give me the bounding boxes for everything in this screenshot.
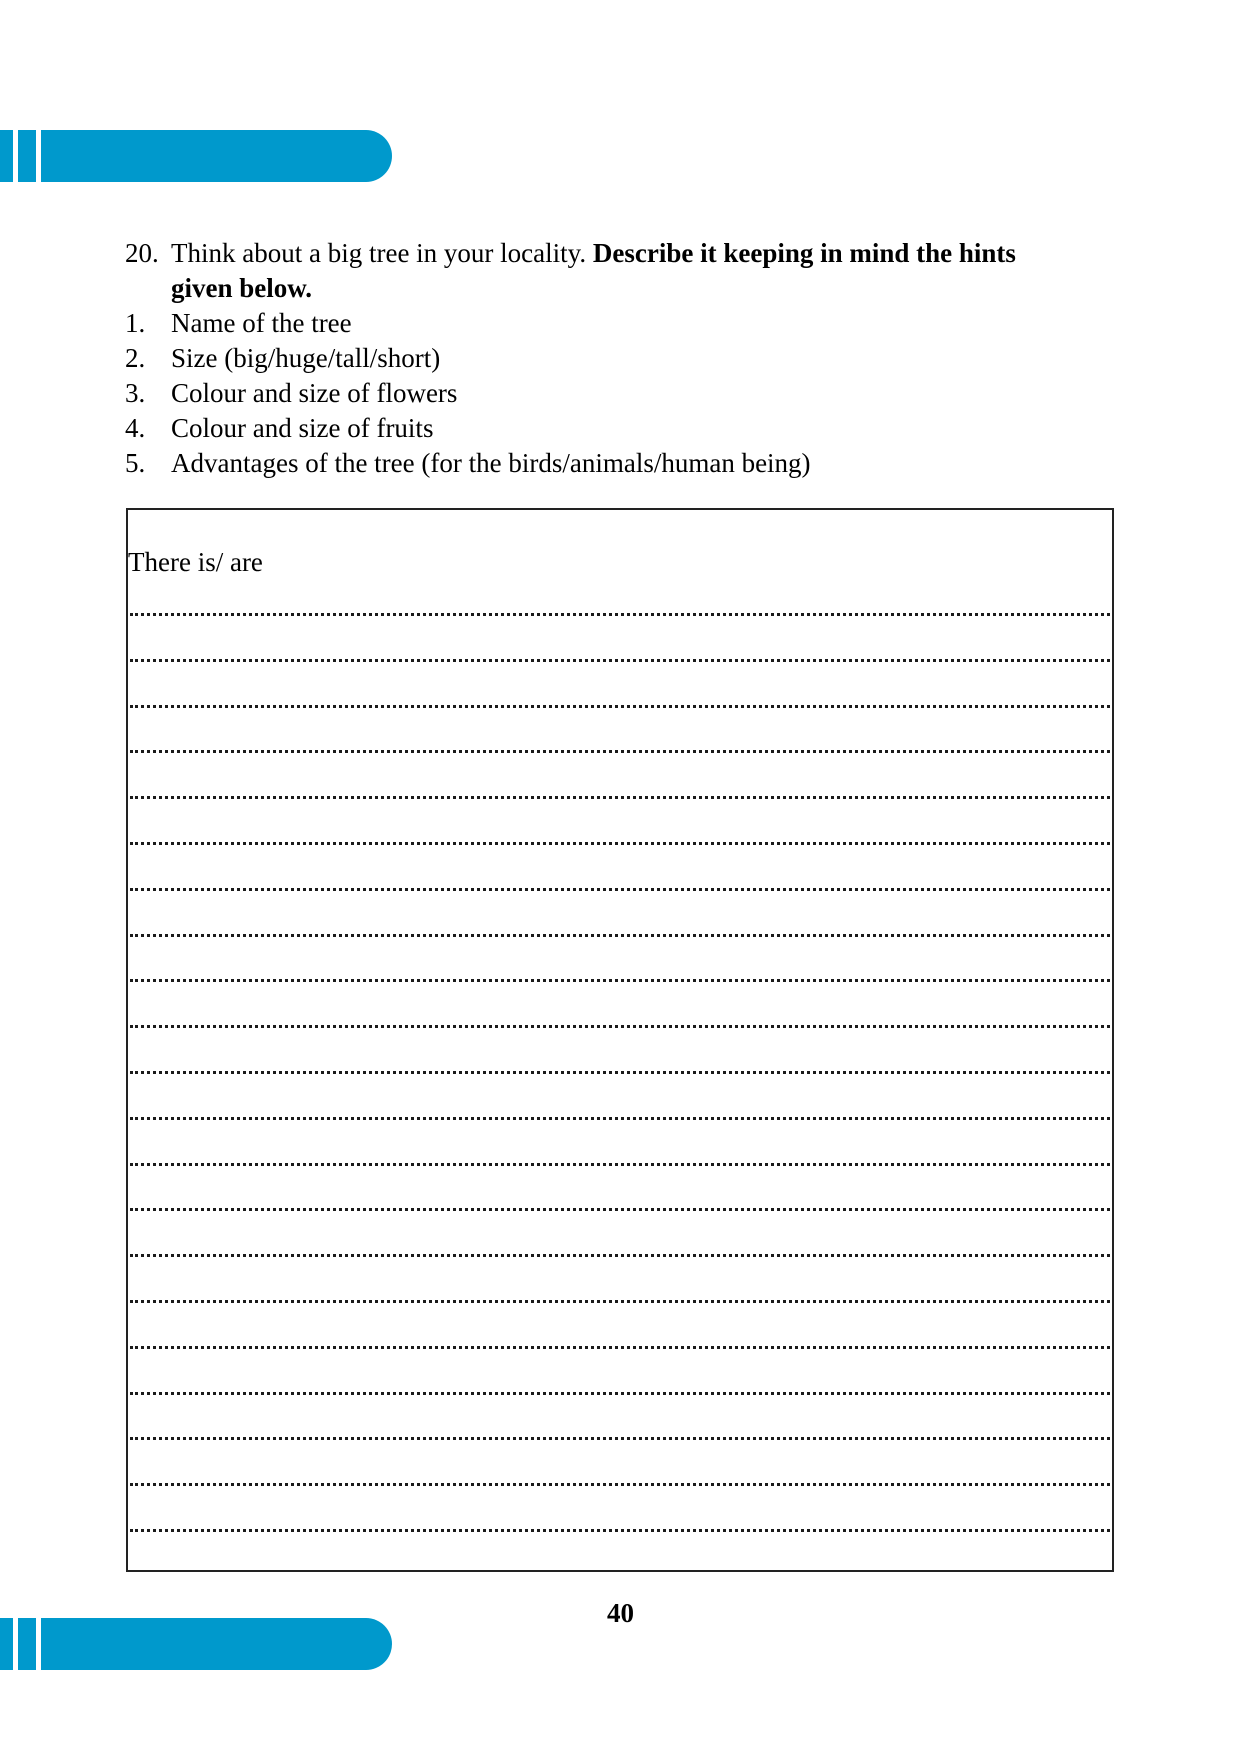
question-instruction: Describe it keeping in mind the hints bbox=[592, 238, 1016, 268]
writing-line[interactable] bbox=[130, 842, 1110, 845]
hint-text: Name of the tree bbox=[171, 308, 352, 338]
writing-line[interactable] bbox=[130, 750, 1110, 753]
hint-item bbox=[125, 376, 1105, 411]
writing-line[interactable] bbox=[130, 1483, 1110, 1486]
banner-stripe bbox=[18, 1618, 36, 1670]
writing-line[interactable] bbox=[130, 888, 1110, 891]
writing-line[interactable] bbox=[130, 659, 1110, 662]
footer-banner bbox=[0, 1618, 392, 1670]
hint-item bbox=[125, 446, 1105, 481]
writing-line[interactable] bbox=[130, 1392, 1110, 1395]
writing-line[interactable] bbox=[130, 1529, 1110, 1532]
writing-line[interactable] bbox=[130, 979, 1110, 982]
question-text: Think about a big tree in your locality. bbox=[171, 238, 593, 268]
writing-line[interactable] bbox=[130, 1346, 1110, 1349]
question-block bbox=[125, 236, 1105, 481]
question-number: 20. bbox=[125, 238, 159, 268]
hint-text: Colour and size of fruits bbox=[171, 413, 434, 443]
writing-line[interactable] bbox=[130, 1208, 1110, 1211]
question-prompt bbox=[125, 236, 1105, 306]
writing-line[interactable] bbox=[130, 1437, 1110, 1440]
writing-line[interactable] bbox=[130, 796, 1110, 799]
writing-line[interactable] bbox=[130, 934, 1110, 937]
banner-stripe bbox=[0, 130, 13, 182]
banner-bar bbox=[41, 1618, 392, 1670]
banner-bar bbox=[41, 130, 392, 182]
writing-line[interactable] bbox=[130, 1117, 1110, 1120]
hint-item bbox=[125, 341, 1105, 376]
hint-item bbox=[125, 411, 1105, 446]
hint-text: Size (big/huge/tall/short) bbox=[171, 343, 441, 373]
hint-text: Advantages of the tree (for the birds/animals/human being) bbox=[171, 448, 811, 478]
hint-number: 5. bbox=[125, 448, 146, 478]
writing-line[interactable] bbox=[130, 1254, 1110, 1257]
page-number: 40 bbox=[607, 1598, 634, 1628]
answer-starter: There is/ are bbox=[128, 547, 263, 577]
hint-item bbox=[125, 306, 1105, 341]
writing-line[interactable] bbox=[130, 1071, 1110, 1074]
banner-stripe bbox=[0, 1618, 13, 1670]
writing-line[interactable] bbox=[130, 705, 1110, 708]
hint-text: Colour and size of flowers bbox=[171, 378, 458, 408]
banner-stripe bbox=[18, 130, 36, 182]
hint-number: 3. bbox=[125, 378, 146, 408]
answer-box[interactable] bbox=[126, 508, 1114, 1572]
writing-line[interactable] bbox=[130, 613, 1110, 616]
question-instruction-cont: given below. bbox=[171, 273, 313, 303]
hint-number: 2. bbox=[125, 343, 146, 373]
writing-line[interactable] bbox=[130, 1300, 1110, 1303]
header-banner bbox=[0, 130, 392, 182]
writing-line[interactable] bbox=[130, 1163, 1110, 1166]
writing-line[interactable] bbox=[130, 1025, 1110, 1028]
hint-number: 1. bbox=[125, 308, 146, 338]
hint-list bbox=[125, 306, 1105, 481]
hint-number: 4. bbox=[125, 413, 146, 443]
